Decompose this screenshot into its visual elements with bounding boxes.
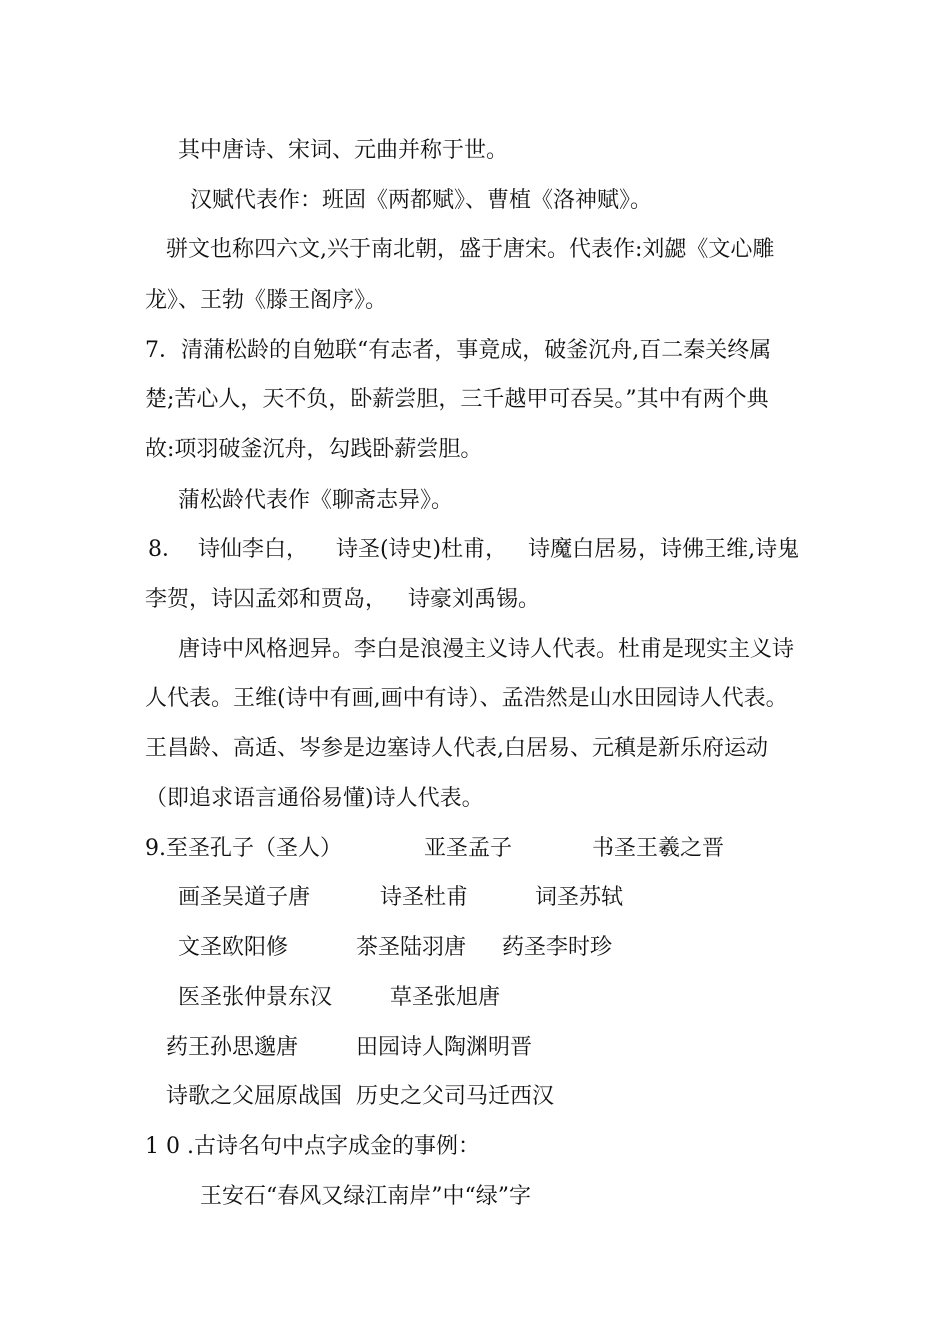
text-line: （即追求语言通俗易懂)诗人代表。: [145, 786, 484, 811]
sage-entry: 药王孙思邈唐: [166, 1035, 299, 1060]
text-line: 李贺，诗囚孟郊和贾岛， 诗豪刘禹锡。: [145, 587, 540, 612]
text-line: 唐诗中风格迥异。李白是浪漫主义诗人代表。杜甫是现实主义诗: [178, 637, 795, 662]
text-line: 人代表。王维(诗中有画,画中有诗）、孟浩然是山水田园诗人代表。: [145, 686, 788, 711]
text-line: 7．清蒲松龄的自勉联“有志者，事竟成，破釜沉舟,百二秦关终属: [145, 338, 772, 363]
text-line: 龙》、王勃《滕王阁序》。: [145, 288, 388, 313]
sage-entry: 历史之父司马迁西汉: [356, 1084, 555, 1109]
sage-entry: 草圣张旭唐: [390, 985, 501, 1010]
sage-entry: 书圣王羲之晋: [592, 836, 725, 861]
sage-entry: 画圣吴道子唐: [178, 885, 311, 910]
sage-entry: 诗圣杜甫: [380, 885, 469, 910]
sage-entry: 文圣欧阳修: [178, 935, 289, 960]
sage-entry: 田园诗人陶渊明晋: [356, 1035, 533, 1060]
text-line: 骈文也称四六文,兴于南北朝，盛于唐宋。代表作:刘勰《文心雕: [166, 237, 775, 262]
sage-entry: 茶圣陆羽唐: [356, 935, 467, 960]
text-line: 蒲松龄代表作《聊斋志异》。: [178, 488, 454, 513]
item10-example: 王安石“春风又绿江南岸”中“绿”字: [200, 1184, 531, 1209]
sage-entry: 9.至圣孔子（圣人）: [145, 836, 342, 861]
sage-entry: 诗歌之父屈原战国: [166, 1084, 343, 1109]
text-line: 其中唐诗、宋词、元曲并称于世。: [178, 138, 509, 163]
sage-entry: 词圣苏轼: [535, 885, 624, 910]
text-line: 楚;苦心人，天不负，卧薪尝胆，三千越甲可吞吴。”其中有两个典: [145, 387, 769, 412]
sage-entry: 药圣李时珍: [502, 935, 613, 960]
item10-title: 1 0 .古诗名句中点字成金的事例：: [145, 1134, 480, 1159]
sage-entry: 亚圣孟子: [424, 836, 513, 861]
sage-entry: 医圣张仲景东汉: [178, 985, 333, 1010]
text-line: 8． 诗仙李白， 诗圣(诗史)杜甫， 诗魔白居易，诗佛王维,诗鬼: [148, 537, 800, 562]
text-line: 王昌龄、高适、岑参是边塞诗人代表,白居易、元稹是新乐府运动: [145, 736, 768, 761]
text-line: 故:项羽破釜沉舟，勾践卧薪尝胆。: [145, 437, 483, 462]
text-line: 汉赋代表作：班固《两都赋》、曹植《洛神赋》。: [190, 188, 653, 213]
